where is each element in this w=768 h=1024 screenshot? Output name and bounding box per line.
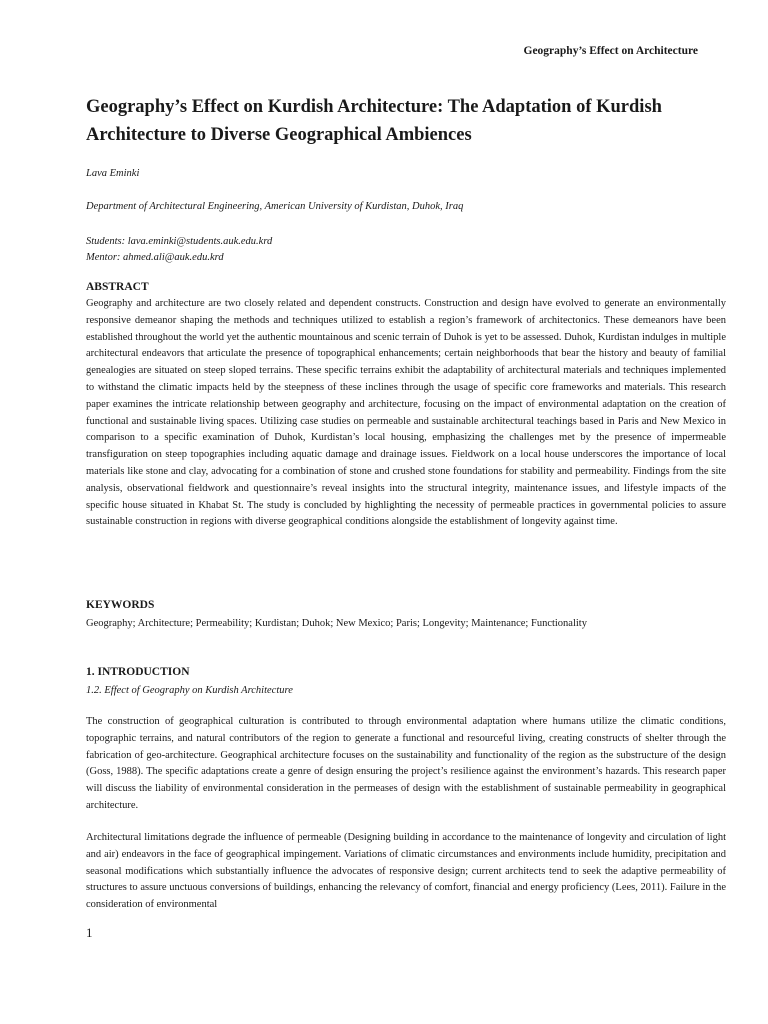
introduction-subheading: 1.2. Effect of Geography on Kurdish Architecture (86, 685, 293, 696)
abstract-heading: ABSTRACT (86, 281, 149, 293)
page-number: 1 (86, 925, 93, 940)
author-name: Lava Eminki (86, 168, 140, 179)
keywords-heading: KEYWORDS (86, 599, 155, 611)
introduction-paragraph-1: The construction of geographical culturation is contributed to through environmental adaptation where humans utilize the climatic conditions, topographic terrains, and natural contributors of the region to generate a functional and resourceful living, creating constructs of shelter through the fabrication of geo-architecture. Geographical architecture focuses on the sustainability and functionality of the region as the substructure of the design (Goss, 1988). The specific adaptations create a genre of design ensuring the project’s resilience against the environment’s hazards. This research paper will discuss the liability of environmental consideration in the permeases of design with the establishment of sustainable permeability in geographical architecture. (86, 716, 726, 811)
mentor-email: Mentor: ahmed.ali@auk.edu.krd (86, 252, 224, 263)
keywords-text: Geography; Architecture; Permeability; Kurdistan; Duhok; New Mexico; Paris; Longevity; Maintenance; Functionality (86, 618, 587, 629)
introduction-paragraph-2: Architectural limitations degrade the influence of permeable (Designing building in accordance to the maintenance of longevity and circulation of light and air) endeavors in the face of geographical impingement. Variations of climatic circumstances and environments include humidity, precipitation and seasonal modifications which substantially influence the advocates of responsive design; current architects tend to seek the adaptive permeability of structures to assure unctuous conversions of buildings, enhancing the relevancy of comfort, financial and energy proficiency (Lees, 2011). Failure in the consideration of environmental (86, 832, 726, 911)
author-affiliation: Department of Architectural Engineering, American University of Kurdistan, Duhok, Iraq (86, 201, 464, 212)
introduction-heading: 1. INTRODUCTION (86, 666, 190, 678)
contact-info (86, 234, 272, 266)
running-header: Geography’s Effect on Architecture (523, 45, 698, 57)
paper-title: Geography’s Effect on Kurdish Architecture: The Adaptation of Kurdish Architecture to Diverse Geographical Ambiences (86, 97, 662, 145)
students-email: Students: lava.eminki@students.auk.edu.krd (86, 236, 273, 247)
abstract-text: Geography and architecture are two closely related and dependent constructs. Construction and design have evolved to generate an environmentally responsive demeanor shaping the methods and techniques utilized to establish a region’s framework of architectonics. These demeanors have been established throughout the world yet the authentic mountainous and scenic terrain of Duhok is yet to be assessed. Duhok, Kurdistan indulges in multiple architectural endeavors that articulate the presence of topographical enhancements; certain neighborhoods that bear the history and beauty of familial genealogies are situated on steep sloped terrains. These specific terrains exhibit the adaptability of architectural materials and techniques implemented to withstand the climatic impacts held by the steepness of these inclines through the usage of specific core frameworks and materials. This research paper examines the intricate relationship between geography and architecture, focusing on the impact of environmental adaptation on the creation of functional and sustainable living spaces. Utilizing case studies on permeable and sustainable architectural teachings based in Paris and New Mexico in comparison to a specific examination of Duhok, Kurdistan’s local housing, emphasizing the challenges met by the presence of impermeable transfiguration on steep topographies including aquatic damage and drainage issues. Fieldwork on a local house underscores the importance of local materials like stone and clay, advocating for a combination of stone and crushed stone foundations for stability and permeability. Findings from the site analysis, observational fieldwork and questionnaire’s reveal insights into the structural integrity, maintenance issues, and lifestyle impacts of the specific house situated in Khabat St. The study is concluded by highlighting the necessity of permeable practices in governmental policies to assure sustainable construction in regions with diverse geographical conditions alongside the establishment of longevity against time. (86, 298, 726, 528)
